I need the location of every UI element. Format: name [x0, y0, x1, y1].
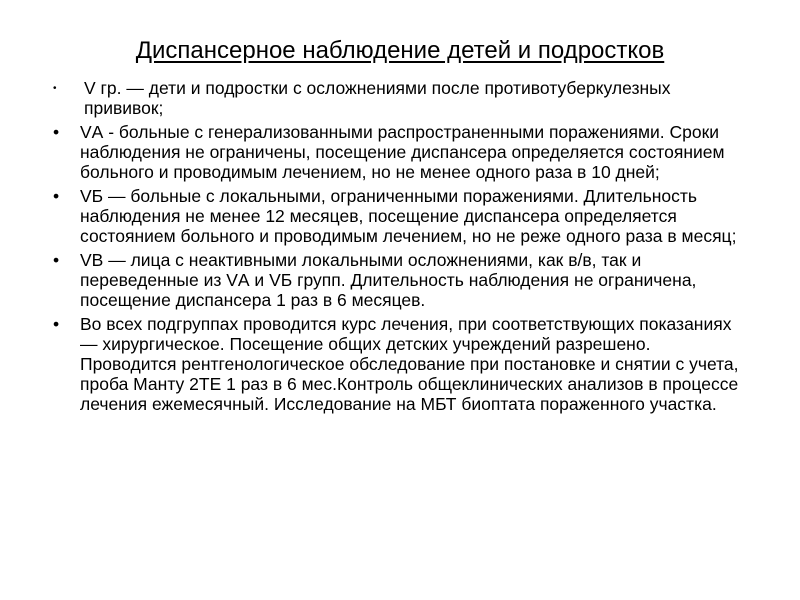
bullet-item-vb: [50, 186, 750, 246]
bullet-item-all-subgroups: [50, 314, 750, 414]
bullet-list: [50, 78, 750, 418]
bullet-text: V гр. — дети и подростки с осложнениями после противотуберкулезных прививок;: [84, 78, 671, 118]
bullet-marker: •: [53, 314, 60, 334]
bullet-item-va: [50, 122, 750, 182]
bullet-text: VВ — лица с неактивными локальными осложнениями, как в/в, так и переведенные из VА и VБ групп. Длительность наблюдения не ограничена, посещение диспансера 1 раз в 6 месяцев.: [80, 250, 697, 310]
bullet-item-v: [50, 78, 750, 118]
bullet-text: Во всех подгруппах проводится курс лечения, при соответствующих показаниях — хирургическое. Посещение общих детских учреждений разрешено. Проводится рентгенологическое обследование при постановке и снятии с учета, проба Манту 2ТЕ 1 раз в 6 мес.Контроль общеклинических анализов в процессе лечения ежемесячный. Исследование на МБТ биоптата пораженного участка.: [80, 314, 739, 414]
bullet-marker: •: [53, 250, 60, 270]
bullet-marker: •: [53, 186, 60, 206]
slide-title: Диспансерное наблюдение детей и подростков: [135, 37, 665, 64]
bullet-marker: •: [53, 83, 57, 94]
bullet-item-vv: [50, 250, 750, 310]
bullet-text: VА - больные с генерализованными распространенными поражениями. Сроки наблюдения не ограничены, посещение диспансера определяется состоянием больного и проводимым лечением, но не менее одного раза в 10 дней;: [80, 122, 725, 182]
bullet-text: VБ — больные с локальными, ограниченными поражениями. Длительность наблюдения не менее 12 месяцев, посещение диспансера определяется состоянием больного и проводимым лечением, но не реже одного раза в месяц;: [80, 186, 737, 246]
bullet-marker: •: [53, 122, 60, 142]
